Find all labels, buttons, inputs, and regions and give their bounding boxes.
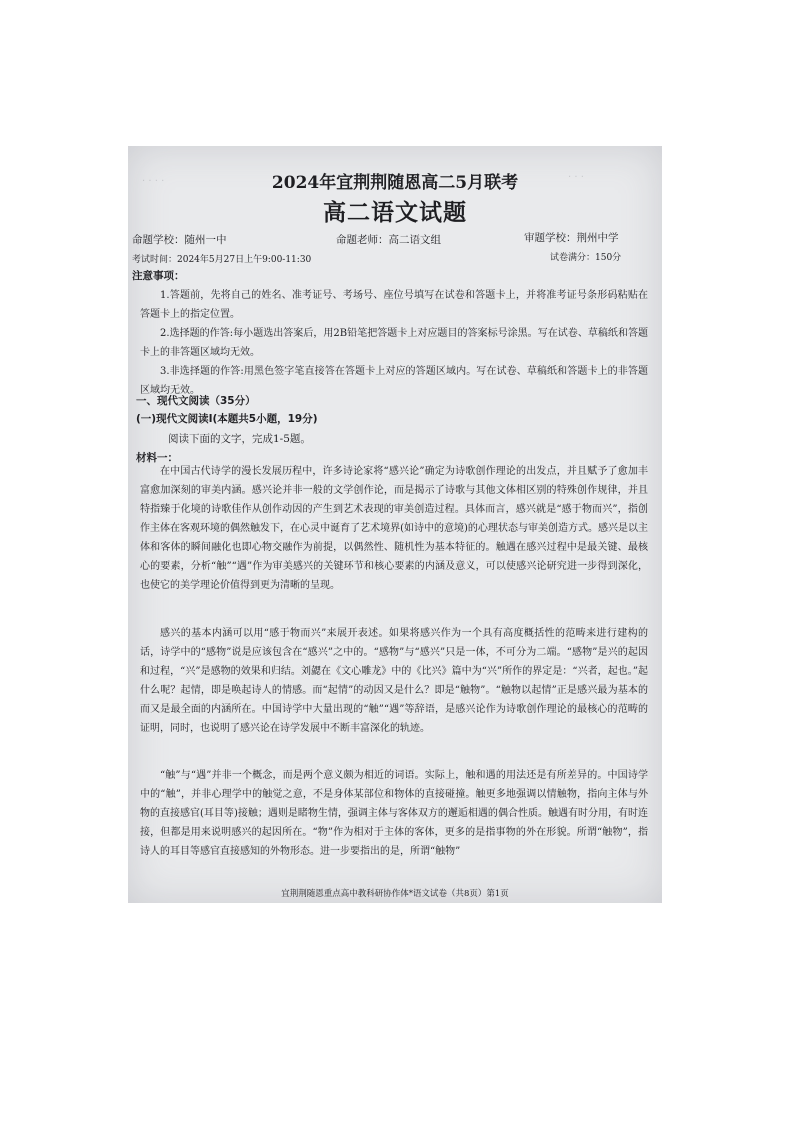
document-photo xyxy=(128,146,662,903)
bleed-through-mark: · · · xyxy=(568,172,584,183)
bleed-through-mark: · · · · xyxy=(142,176,165,187)
reading-instruction: 阅读下面的文字，完成1-5题。 xyxy=(168,433,311,445)
body-paragraph: 感兴的基本内涵可以用“感于物而兴”来展开表述。如果将感兴作为一个具有高度概括性的范畴来进行建构的话，诗学中的“感物”说是应该包含在“感兴”之中的。“感物”与“感兴”只是一体，不可分为二端。“感物”是兴的起因和过程，“兴”是感物的效果和归结。刘勰在《文心雕龙》中的《比兴》篇中为“兴”所作的界定是：“兴者，起也。”起什么呢？起情，即是唤起诗人的情感。而“起情”的动因又是什么？即是“触物”。“触物以起情”正是感兴最为基本的而又是最全面的内涵所在。中国诗学中大量出现的“触”“遇”等辞语，是感兴论作为诗歌创作理论的最核心的范畴的证明，同时，也说明了感兴论在诗学发展中不断丰富深化的轨迹。 xyxy=(140,628,648,734)
body-paragraph: “触”与“遇”并非一个概念，而是两个意义颇为相近的词语。实际上，触和遇的用法还是有所差异的。中国诗学中的“触”，并非心理学中的触觉之意，不是身体某部位和物体的直接碰撞。触更多地强调以情触物，指向主体与外物的直接感官(耳目等)接触；遇则是睹物生情，强调主体与客体双方的邂逅相遇的偶合性质。触遇有时分用，有时连接，但都是用来说明感兴的起因所在。“物”作为相对于主体的客体，更多的是指事物的外在形貌。所谓“触物”，指诗人的耳目等感官直接感知的外物形态。进一步要指出的是，所谓“触物” xyxy=(140,770,648,857)
note-item: 1.答题前，先将自己的姓名、准考证号、考场号、座位号填写在试卷和答题卡上，并将准考证号条形码粘贴在答题卡上的指定位置。 xyxy=(140,290,648,320)
exam-time: 考试时间：2024年5月27日上午9:00-11:30 xyxy=(132,255,312,265)
material-label: 材料一： xyxy=(136,452,178,464)
note-item: 2.选择题的作答:每小题选出答案后，用2B铅笔把答题卡上对应题目的答案标号涂黑。写在试卷、草稿纸和答题卡上的非答题区域均无效。 xyxy=(140,328,648,358)
proposition-teacher: 命题老师：高二语文组 xyxy=(336,234,441,246)
notes-heading: 注意事项： xyxy=(132,270,185,282)
part-heading: 一、现代文阅读（35分） xyxy=(136,395,256,407)
full-score: 试卷满分：150分 xyxy=(550,253,622,263)
proposition-school: 命题学校：随州一中 xyxy=(132,234,227,246)
exam-title: 2024年宜荆荆随恩高二5月联考 xyxy=(271,173,519,193)
review-school: 审题学校：荆州中学 xyxy=(524,232,619,244)
body-paragraph: 在中国古代诗学的漫长发展历程中，许多诗论家将“感兴论”确定为诗歌创作理论的出发点，并且赋予了愈加丰富愈加深刻的审美内涵。感兴论并非一般的文学创作论，而是揭示了诗歌与其他文体相区别的特殊创作规律，并且特指臻于化境的诗歌佳作从创作动因的产生到艺术表现的审美创造过程。具体而言，感兴就是“感于物而兴”，指创作主体在客观环境的偶然触发下，在心灵中诞育了艺术境界(如诗中的意境)的心理状态与审美创造方式。感兴是以主体和客体的瞬间融化也即心物交融作为前提，以偶然性、随机性为基本特征的。触遇在感兴过程中是最关键、最核心的要素，分析“触”“遇”作为审美感兴的关键环节和核心要素的内涵及意义，可以使感兴论研究进一步得到深化，也使它的美学理论价值得到更为清晰的呈现。 xyxy=(140,466,648,591)
paper-title: 高二语文试题 xyxy=(323,199,467,226)
note-item: 3.非选择题的作答:用黑色签字笔直接答在答题卡上对应的答题区域内。写在试卷、草稿纸和答题卡上的非答题区域均无效。 xyxy=(140,366,648,396)
sub-heading: (一)现代文阅读Ⅰ(本题共5小题，19分) xyxy=(136,413,318,425)
page-footer: 宜荆荆随恩重点高中教科研协作体*语文试卷（共8页）第1页 xyxy=(281,889,509,899)
